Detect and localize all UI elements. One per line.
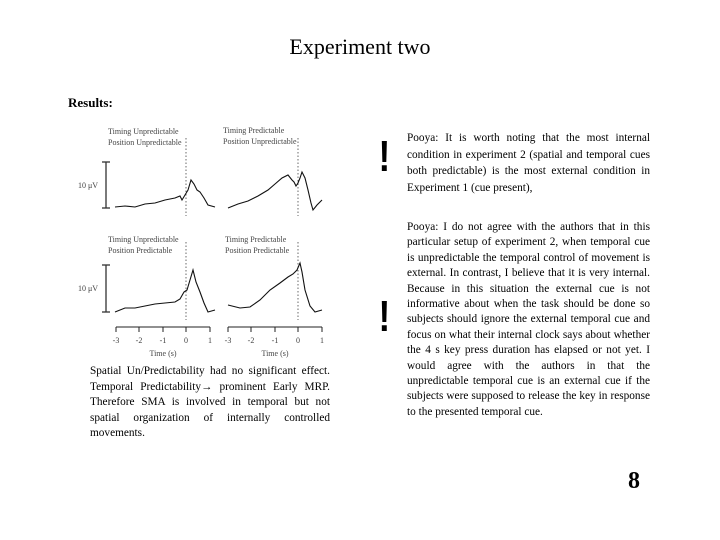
note-text: Pooya: I do not agree with the authors that in this particular setup of experiment 2, when temporal cue is unpredictable the temporal control of movement is external. In contrast, I believe that it is very internal. Because in this situation the external cue is not informative about when the task should be done so subjects should ignore the external temporal cue and focus on what their internal clock says about whether the 4 s key press duration has elapsed or not yet. I would agree with the authors in that the unpredictable temporal cue is an external cue if the subjects were supposed to release the key in response to the presented temporal cue. xyxy=(407,221,650,418)
movement-onset-line xyxy=(186,138,298,320)
page-number: 8 xyxy=(628,468,640,494)
results-label: Results: xyxy=(68,95,113,110)
panel-label: Position Predictable xyxy=(225,246,290,255)
summary-text: Spatial Un/Predictability had no significant effect. Temporal Predictability→ prominent Early MRP. Therefore SMA is involved in temporal but not spatial organization of internally controlled movements. xyxy=(90,365,330,439)
note-text: Pooya: It is worth noting that the most internal condition in experiment 2 (spatial and temporal cues both predictable) is the most external condition in Experiment 1 (cue present), xyxy=(407,132,650,194)
exclamation-icon: ! xyxy=(378,132,391,181)
panel-label: Timing Predictable xyxy=(225,235,287,244)
exclamation-icon: ! xyxy=(378,292,391,341)
x-tick-label: 0 xyxy=(296,336,300,345)
erp-figure xyxy=(70,120,340,360)
panel-label: Timing Unpredictable xyxy=(108,235,179,244)
x-tick-label: -1 xyxy=(271,336,279,345)
x-axis-label: Time (s) xyxy=(261,349,289,358)
erp-trace xyxy=(228,263,322,312)
erp-trace xyxy=(115,270,215,312)
erp-trace xyxy=(115,180,215,207)
scale-label: 10 μV xyxy=(78,181,99,190)
slide-title: Experiment two xyxy=(289,34,431,59)
erp-trace xyxy=(228,172,322,210)
x-tick-label: -3 xyxy=(112,336,120,345)
panel-label: Position Unpredictable xyxy=(223,137,297,146)
panel-label: Position Unpredictable xyxy=(108,138,182,147)
x-axis-label: Time (s) xyxy=(149,349,177,358)
x-tick-label: 0 xyxy=(184,336,188,345)
panel-label: Timing Unpredictable xyxy=(108,127,179,136)
x-tick-label: -2 xyxy=(247,336,255,345)
x-tick-label: -2 xyxy=(135,336,143,345)
panel-label: Timing Predictable xyxy=(223,126,285,135)
x-axis xyxy=(116,327,322,332)
scale-label: 10 μV xyxy=(78,284,99,293)
x-tick-label: 1 xyxy=(320,336,324,345)
x-tick-label: -3 xyxy=(224,336,232,345)
x-tick-label: 1 xyxy=(208,336,212,345)
x-tick-label: -1 xyxy=(159,336,167,345)
panel-label: Position Predictable xyxy=(108,246,173,255)
